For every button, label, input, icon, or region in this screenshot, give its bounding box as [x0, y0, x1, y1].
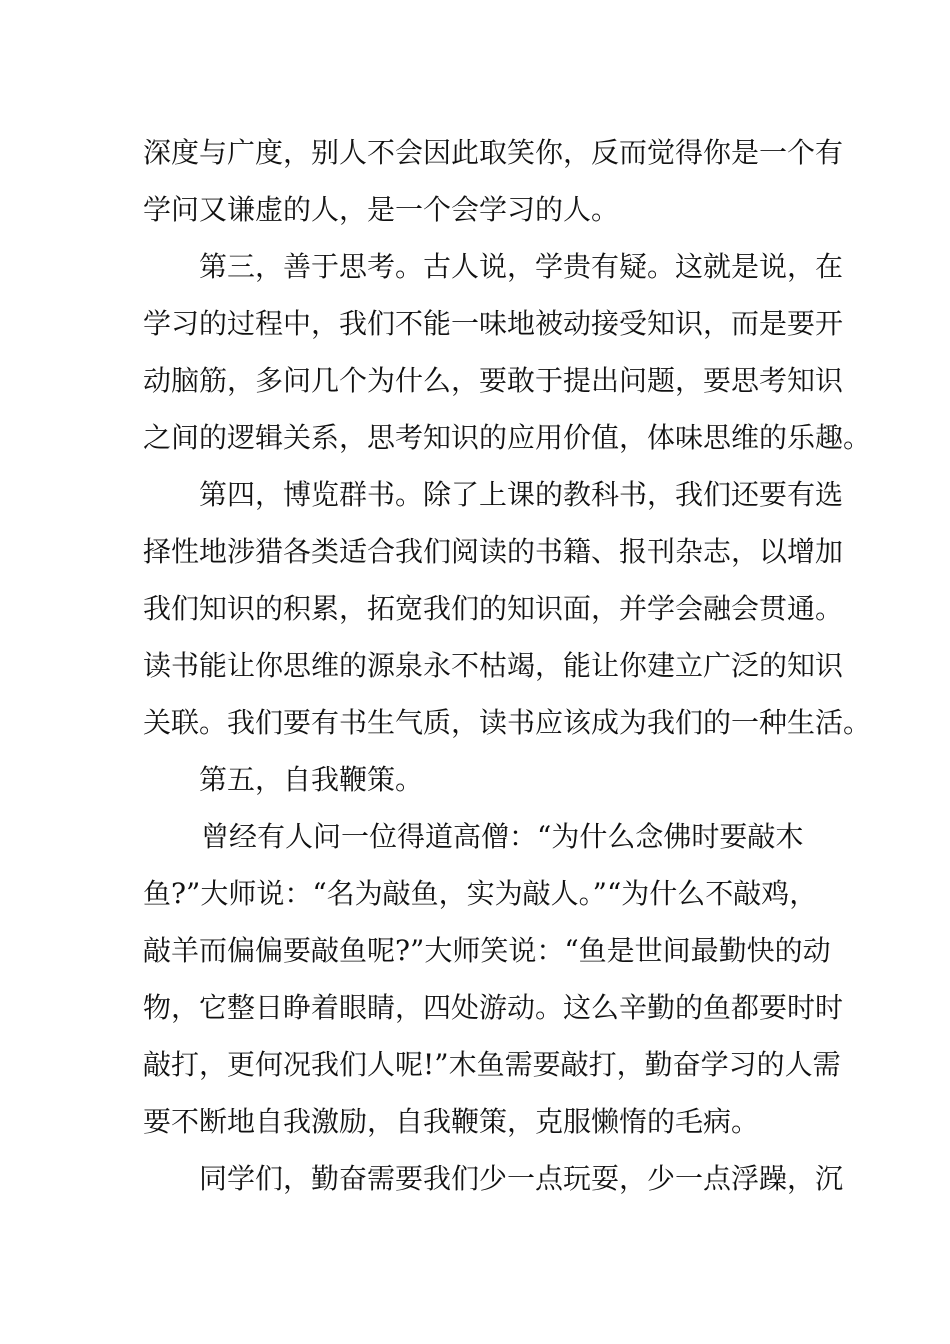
text-line: 学问又谦虚的人，是一个会学习的人。	[143, 193, 620, 226]
text-line: 深度与广度，别人不会因此取笑你，反而觉得你是一个有	[143, 136, 844, 169]
text-line: 鱼?”大师说：“名为敲鱼，实为敲人。”“为什么不敲鸡，	[143, 877, 818, 910]
section-heading-line: 第五，自我鞭策。	[199, 763, 424, 796]
text-line: 敲打，更何况我们人呢!”木鱼需要敲打，勤奋学习的人需	[143, 1048, 841, 1081]
text-line: 我们知识的积累，拓宽我们的知识面，并学会融会贯通。	[143, 592, 844, 625]
text-line: 关联。我们要有书生气质，读书应该成为我们的一种生活。	[143, 706, 872, 739]
text-line: 之间的逻辑关系，思考知识的应用价值，体味思维的乐趣。	[143, 421, 872, 454]
text-line: 读书能让你思维的源泉永不枯竭，能让你建立广泛的知识	[143, 649, 844, 682]
paragraph-start-line: 曾经有人问一位得道高僧：“为什么念佛时要敲木	[201, 820, 804, 853]
text-line: 要不断地自我激励，自我鞭策，克服懒惰的毛病。	[143, 1105, 760, 1138]
text-line: 择性地涉猎各类适合我们阅读的书籍、报刊杂志，以增加	[143, 535, 844, 568]
text-line: 学习的过程中，我们不能一味地被动接受知识，而是要开	[143, 307, 844, 340]
paragraph-start-line: 第四，博览群书。除了上课的教科书，我们还要有选	[199, 478, 844, 511]
text-line: 敲羊而偏偏要敲鱼呢?”大师笑说：“鱼是世间最勤快的动	[143, 934, 831, 967]
paragraph-start-line: 第三，善于思考。古人说，学贵有疑。这就是说，在	[199, 250, 844, 283]
paragraph-start-line: 同学们，勤奋需要我们少一点玩耍，少一点浮躁，沉	[199, 1162, 844, 1195]
text-line: 动脑筋，多问几个为什么，要敢于提出问题，要思考知识	[143, 364, 844, 397]
text-line: 物，它整日睁着眼睛，四处游动。这么辛勤的鱼都要时时	[143, 991, 844, 1024]
